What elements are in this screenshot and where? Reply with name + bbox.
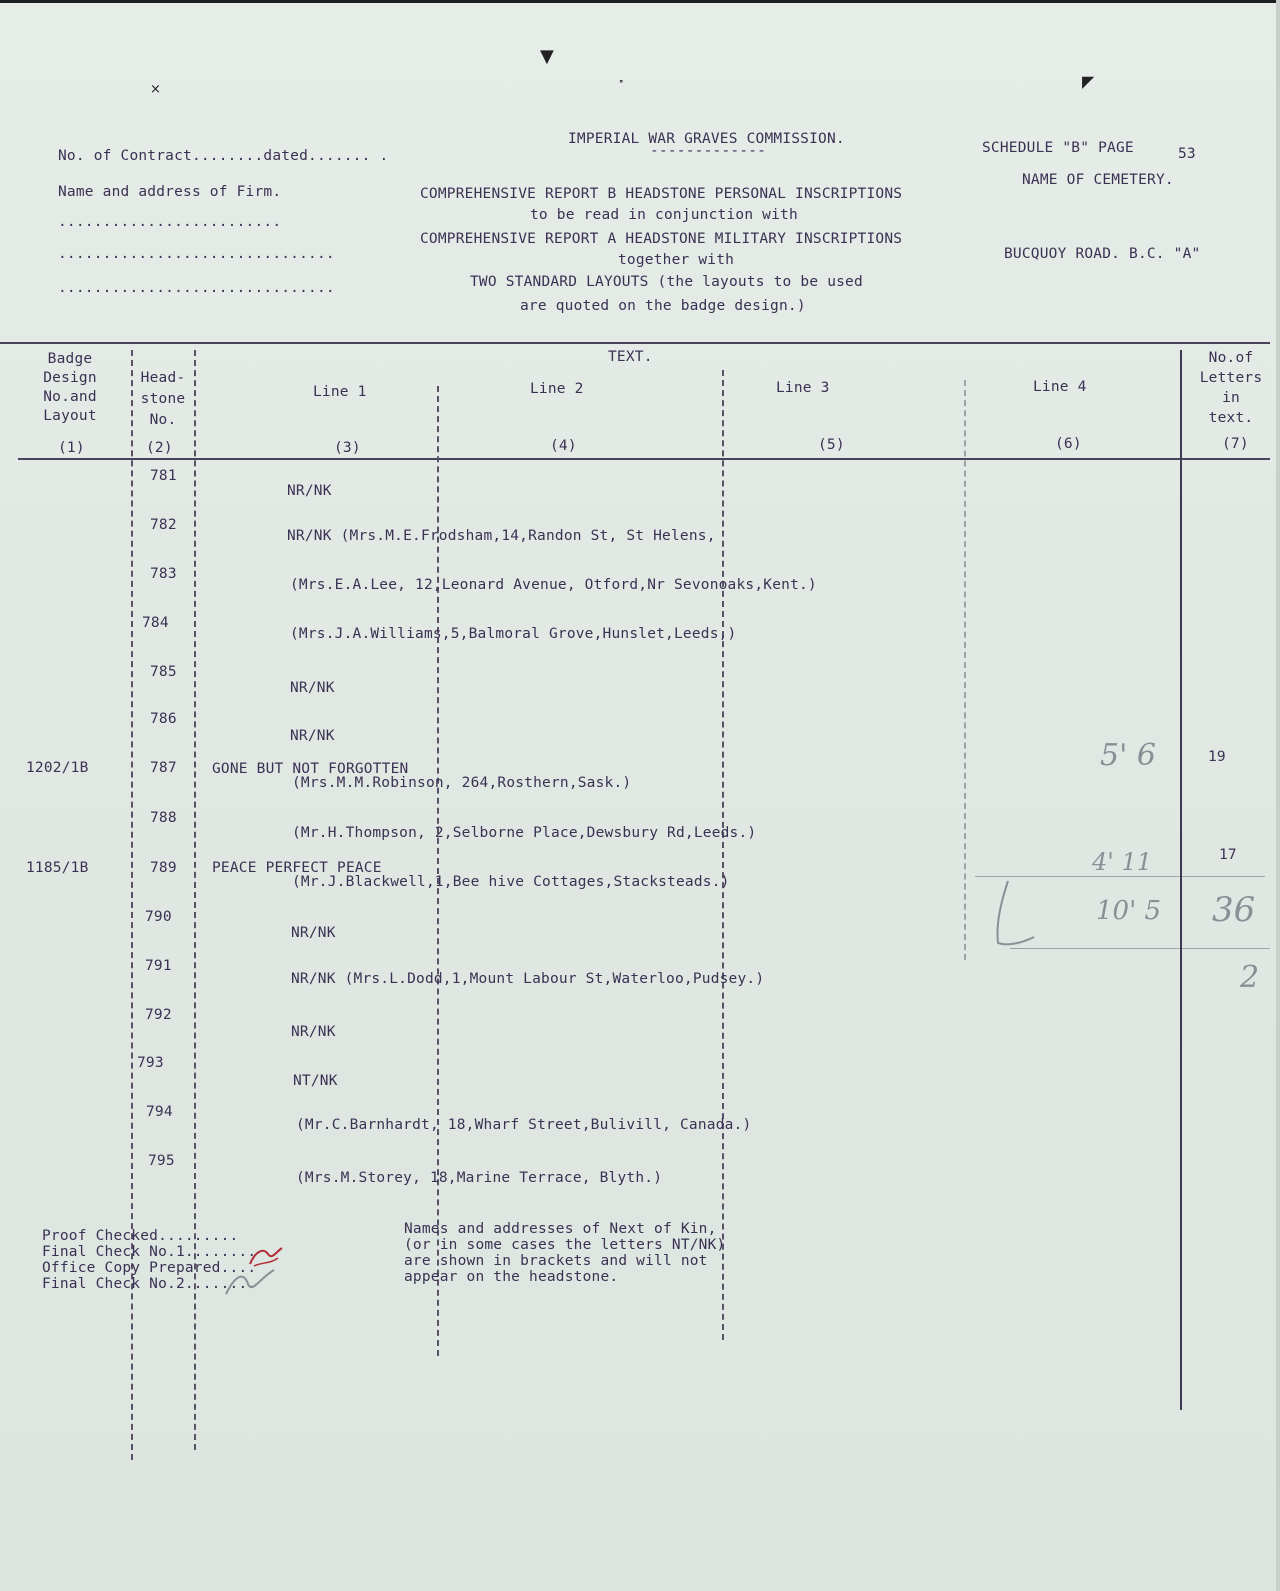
headstone-no: 793 (137, 1055, 164, 1071)
headstone-no: 789 (150, 860, 177, 876)
inscription-line1: PEACE PERFECT PEACE (212, 860, 382, 876)
inscription-line1: NT/NK (293, 1073, 338, 1089)
pencil-note: 2 (1240, 960, 1260, 995)
line2-header: Line 2 (530, 381, 584, 397)
footnote: (or in some cases the letters NT/NK) (404, 1237, 726, 1253)
stray-mark: ◤ (1082, 72, 1095, 91)
text-header: TEXT. (608, 349, 653, 365)
headstone-no: 791 (145, 958, 172, 974)
firm-dots: ............................... (58, 246, 335, 262)
report-a-title: COMPREHENSIVE REPORT A HEADSTONE MILITARY INSCRIPTIONS (420, 231, 903, 247)
footnote: appear on the headstone. (404, 1269, 619, 1285)
headstone-no: 787 (150, 760, 177, 776)
inscription-line1: NR/NK (Mrs.M.E.Frodsham,14,Randon St, St Helens, (287, 528, 716, 544)
pencil-note: 4' 11 (1092, 848, 1153, 876)
col-divider (722, 370, 724, 1340)
col-num: (7) (1222, 436, 1249, 452)
inscription-line1: (Mrs.J.A.Williams,5,Balmoral Grove,Hunslet,Leeds,) (290, 626, 737, 642)
col1-header: Badge Design No.and Layout (43, 351, 97, 424)
col-divider (964, 380, 966, 960)
col2-header: Head- stone No. (140, 370, 186, 428)
col-num: (5) (818, 437, 845, 453)
inscription-line1: (Mr.H.Thompson, 2,Selborne Place,Dewsbury Rd,Leeds.) (292, 825, 757, 841)
together-with: together with (618, 252, 735, 268)
commission-title: IMPERIAL WAR GRAVES COMMISSION. (568, 131, 845, 147)
inscription-line1: NR/NK (290, 680, 335, 696)
headstone-no: 783 (150, 566, 177, 582)
letters-count: 17 (1219, 847, 1237, 863)
col-num: (3) (334, 440, 361, 456)
quoted-note: are quoted on the badge design.) (520, 298, 806, 314)
firm-label: Name and address of Firm. (58, 184, 282, 200)
headstone-no: 786 (150, 711, 177, 727)
cemetery-label: NAME OF CEMETERY. (1022, 172, 1174, 188)
headstone-no: 785 (150, 664, 177, 680)
line3-header: Line 3 (776, 380, 830, 396)
inscription-kin: (Mr.J.Blackwell,1,Bee hive Cottages,Stacksteads.) (292, 874, 730, 890)
headstone-no: 788 (150, 810, 177, 826)
col-num: (4) (550, 438, 577, 454)
cemetery-name: BUCQUOY ROAD. B.C. "A" (1004, 246, 1201, 262)
read-with: to be read in conjunction with (530, 207, 798, 223)
headstone-no: 792 (145, 1007, 172, 1023)
pencil-bracket (990, 875, 1050, 955)
inscription-line1: NR/NK (291, 1024, 336, 1040)
line4-header: Line 4 (1033, 379, 1087, 395)
headstone-no: 782 (150, 517, 177, 533)
final-check-2: Final Check No.2........ (42, 1276, 257, 1292)
inscription-line1: NR/NK (291, 925, 336, 941)
stray-mark: × (150, 82, 161, 97)
layouts-note: TWO STANDARD LAYOUTS (the layouts to be used (470, 274, 863, 290)
page-right-edge (1276, 0, 1280, 1591)
headstone-no: 795 (148, 1153, 175, 1169)
firm-dots: ......................... (58, 214, 282, 230)
commission-rule: ------------- (650, 143, 767, 159)
col-divider (131, 350, 133, 1460)
col-num: (6) (1055, 436, 1082, 452)
inscription-line1: NR/NK (Mrs.L.Dodd,1,Mount Labour St,Waterloo,Pudsey.) (291, 971, 765, 987)
line1-header: Line 1 (313, 384, 367, 400)
header-top-rule (0, 342, 1270, 344)
contract-line: No. of Contract........dated....... . (58, 148, 389, 164)
pencil-note: 36 (1212, 890, 1256, 930)
schedule-label: SCHEDULE "B" PAGE (982, 140, 1134, 156)
office-copy: Office Copy Prepared.... (42, 1260, 257, 1276)
stray-mark: ˟ (618, 80, 625, 95)
headstone-no: 784 (142, 615, 169, 631)
header-bottom-rule (18, 458, 1270, 460)
col-num: (2) (146, 440, 173, 456)
letters-count: 19 (1208, 749, 1226, 765)
inscription-line1: (Mrs.M.Storey, 18,Marine Terrace, Blyth.) (296, 1170, 663, 1186)
inscription-line1: (Mr.C.Barnhardt, 18,Wharf Street,Bulivill, Canada.) (296, 1117, 752, 1133)
badge-design: 1185/1B (26, 860, 89, 876)
inscription-line1: NR/NK (287, 483, 332, 499)
headstone-no: 781 (150, 468, 177, 484)
inscription-line1: GONE BUT NOT FORGOTTEN (212, 761, 409, 777)
footnote: are shown in brackets and will not (404, 1253, 708, 1269)
pencil-initials (222, 1264, 282, 1304)
final-check-1: Final Check No.1........ (42, 1244, 257, 1260)
page-number: 53 (1178, 146, 1196, 162)
page-top-edge (0, 0, 1280, 3)
col-divider (1180, 350, 1182, 1410)
inscription-line1: (Mrs.E.A.Lee, 12,Leonard Avenue, Otford,Nr Sevonoaks,Kent.) (290, 577, 817, 593)
report-b-title: COMPREHENSIVE REPORT B HEADSTONE PERSONAL INSCRIPTIONS (420, 186, 903, 202)
inscription-kin: (Mrs.M.M.Robinson, 264,Rosthern,Sask.) (292, 775, 632, 791)
badge-design: 1202/1B (26, 760, 89, 776)
pin-mark: ▼ (540, 46, 554, 67)
headstone-no: 794 (146, 1104, 173, 1120)
col7-header: No.of Letters in text. (1199, 350, 1263, 426)
proof-checked: Proof Checked......... (42, 1228, 239, 1244)
pencil-note: 5' 6 (1100, 738, 1156, 773)
firm-dots: ............................... (58, 280, 335, 296)
pencil-note: 10' 5 (1096, 896, 1162, 926)
col-num: (1) (58, 440, 85, 456)
inscription-line1: NR/NK (290, 728, 335, 744)
footnote: Names and addresses of Next of Kin, (404, 1221, 717, 1237)
headstone-no: 790 (145, 909, 172, 925)
